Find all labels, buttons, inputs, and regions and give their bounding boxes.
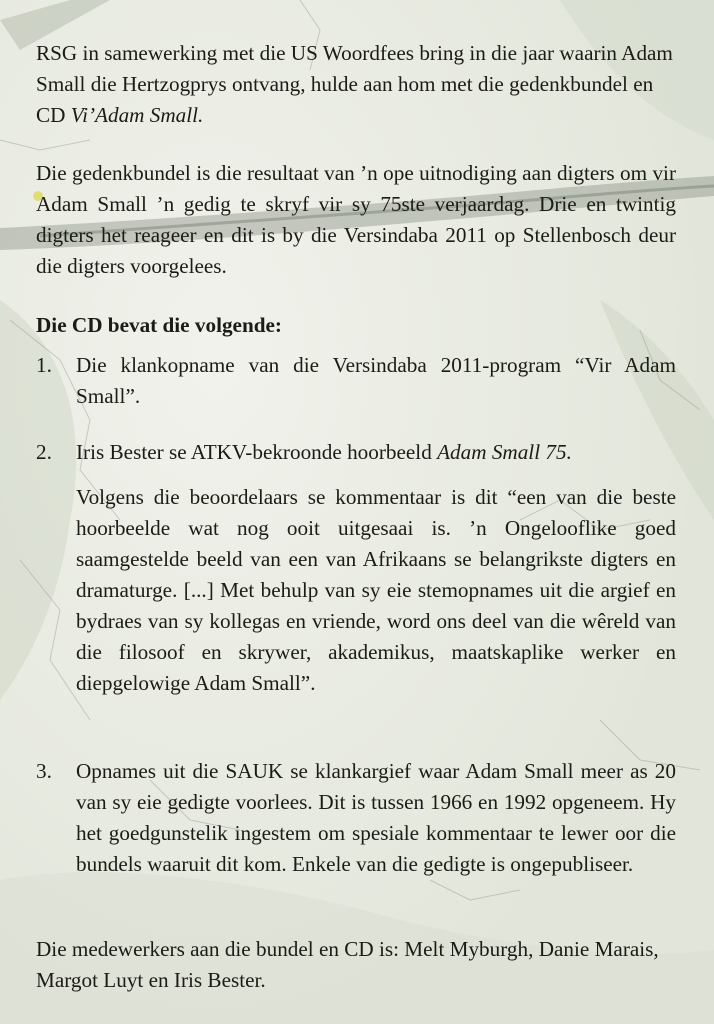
- dedication-paragraph: Die gedenkbundel is die resultaat van ’n ope uitnodiging aan digters om vir Adam Small ’n gedig te skryf vir sy 75ste verjaardag. Drie en twintig digters het reageer en dit is by die Versindaba 2011 op Stellenbosch deur die digters voorgelees.: [36, 161, 676, 278]
- list-item: [36, 756, 676, 880]
- list-item: [36, 350, 676, 412]
- radio-feature-title: Adam Small 75.: [437, 440, 572, 464]
- intro-title: Vi’Adam Small.: [70, 103, 204, 127]
- list-item-text-start: Iris Bester se ATKV-bekroonde hoorbeeld: [76, 440, 438, 464]
- intro-paragraph: [36, 38, 676, 131]
- list-item-number: 3.: [36, 759, 52, 783]
- judges-quote: Volgens die beoordelaars se kommentaar is dit “een van die beste hoorbeelde wat nog ooit uitgesaai is. ’n Ongelooflike goed saamgestelde beeld van een van Afrikaans se belangrikste digters en dramaturge. [...] Met behulp van sy eie stemopnames uit die argief en bydraes van sy kollegas en vriende, word ons deel van die wêreld van die filosoof en skrywer, akademikus, maatskaplike werker en diepgelowige Adam Small”.: [76, 485, 676, 695]
- cd-contents-heading: Die CD bevat die volgende:: [36, 313, 282, 337]
- list-item-text: Die klankopname van die Versindaba 2011-program “Vir Adam Small”.: [76, 353, 676, 408]
- list-item-number: 1.: [36, 353, 52, 377]
- list-item: [36, 437, 676, 699]
- intro-text: RSG in samewerking met die US Woordfees bring in die jaar waarin Adam Small die Hertzogprys ontvang, hulde aan hom met die gedenkbundel en CD: [36, 41, 673, 127]
- list-item-text: [76, 437, 676, 468]
- contributors-paragraph: Die medewerkers aan die bundel en CD is: Melt Myburgh, Danie Marais, Margot Luyt en Iris Bester.: [36, 937, 659, 992]
- list-item-number: 2.: [36, 440, 52, 464]
- list-item-text: Opnames uit die SAUK se klankargief waar Adam Small meer as 20 van sy eie gedigte voorlees. Dit is tussen 1966 en 1992 opgeneem. Hy het goedgunstelik ingestem om spesiale kommentaar te lewer oor die bundels waaruit dit kom. Enkele van die gedigte is ongepubliseer.: [76, 759, 676, 876]
